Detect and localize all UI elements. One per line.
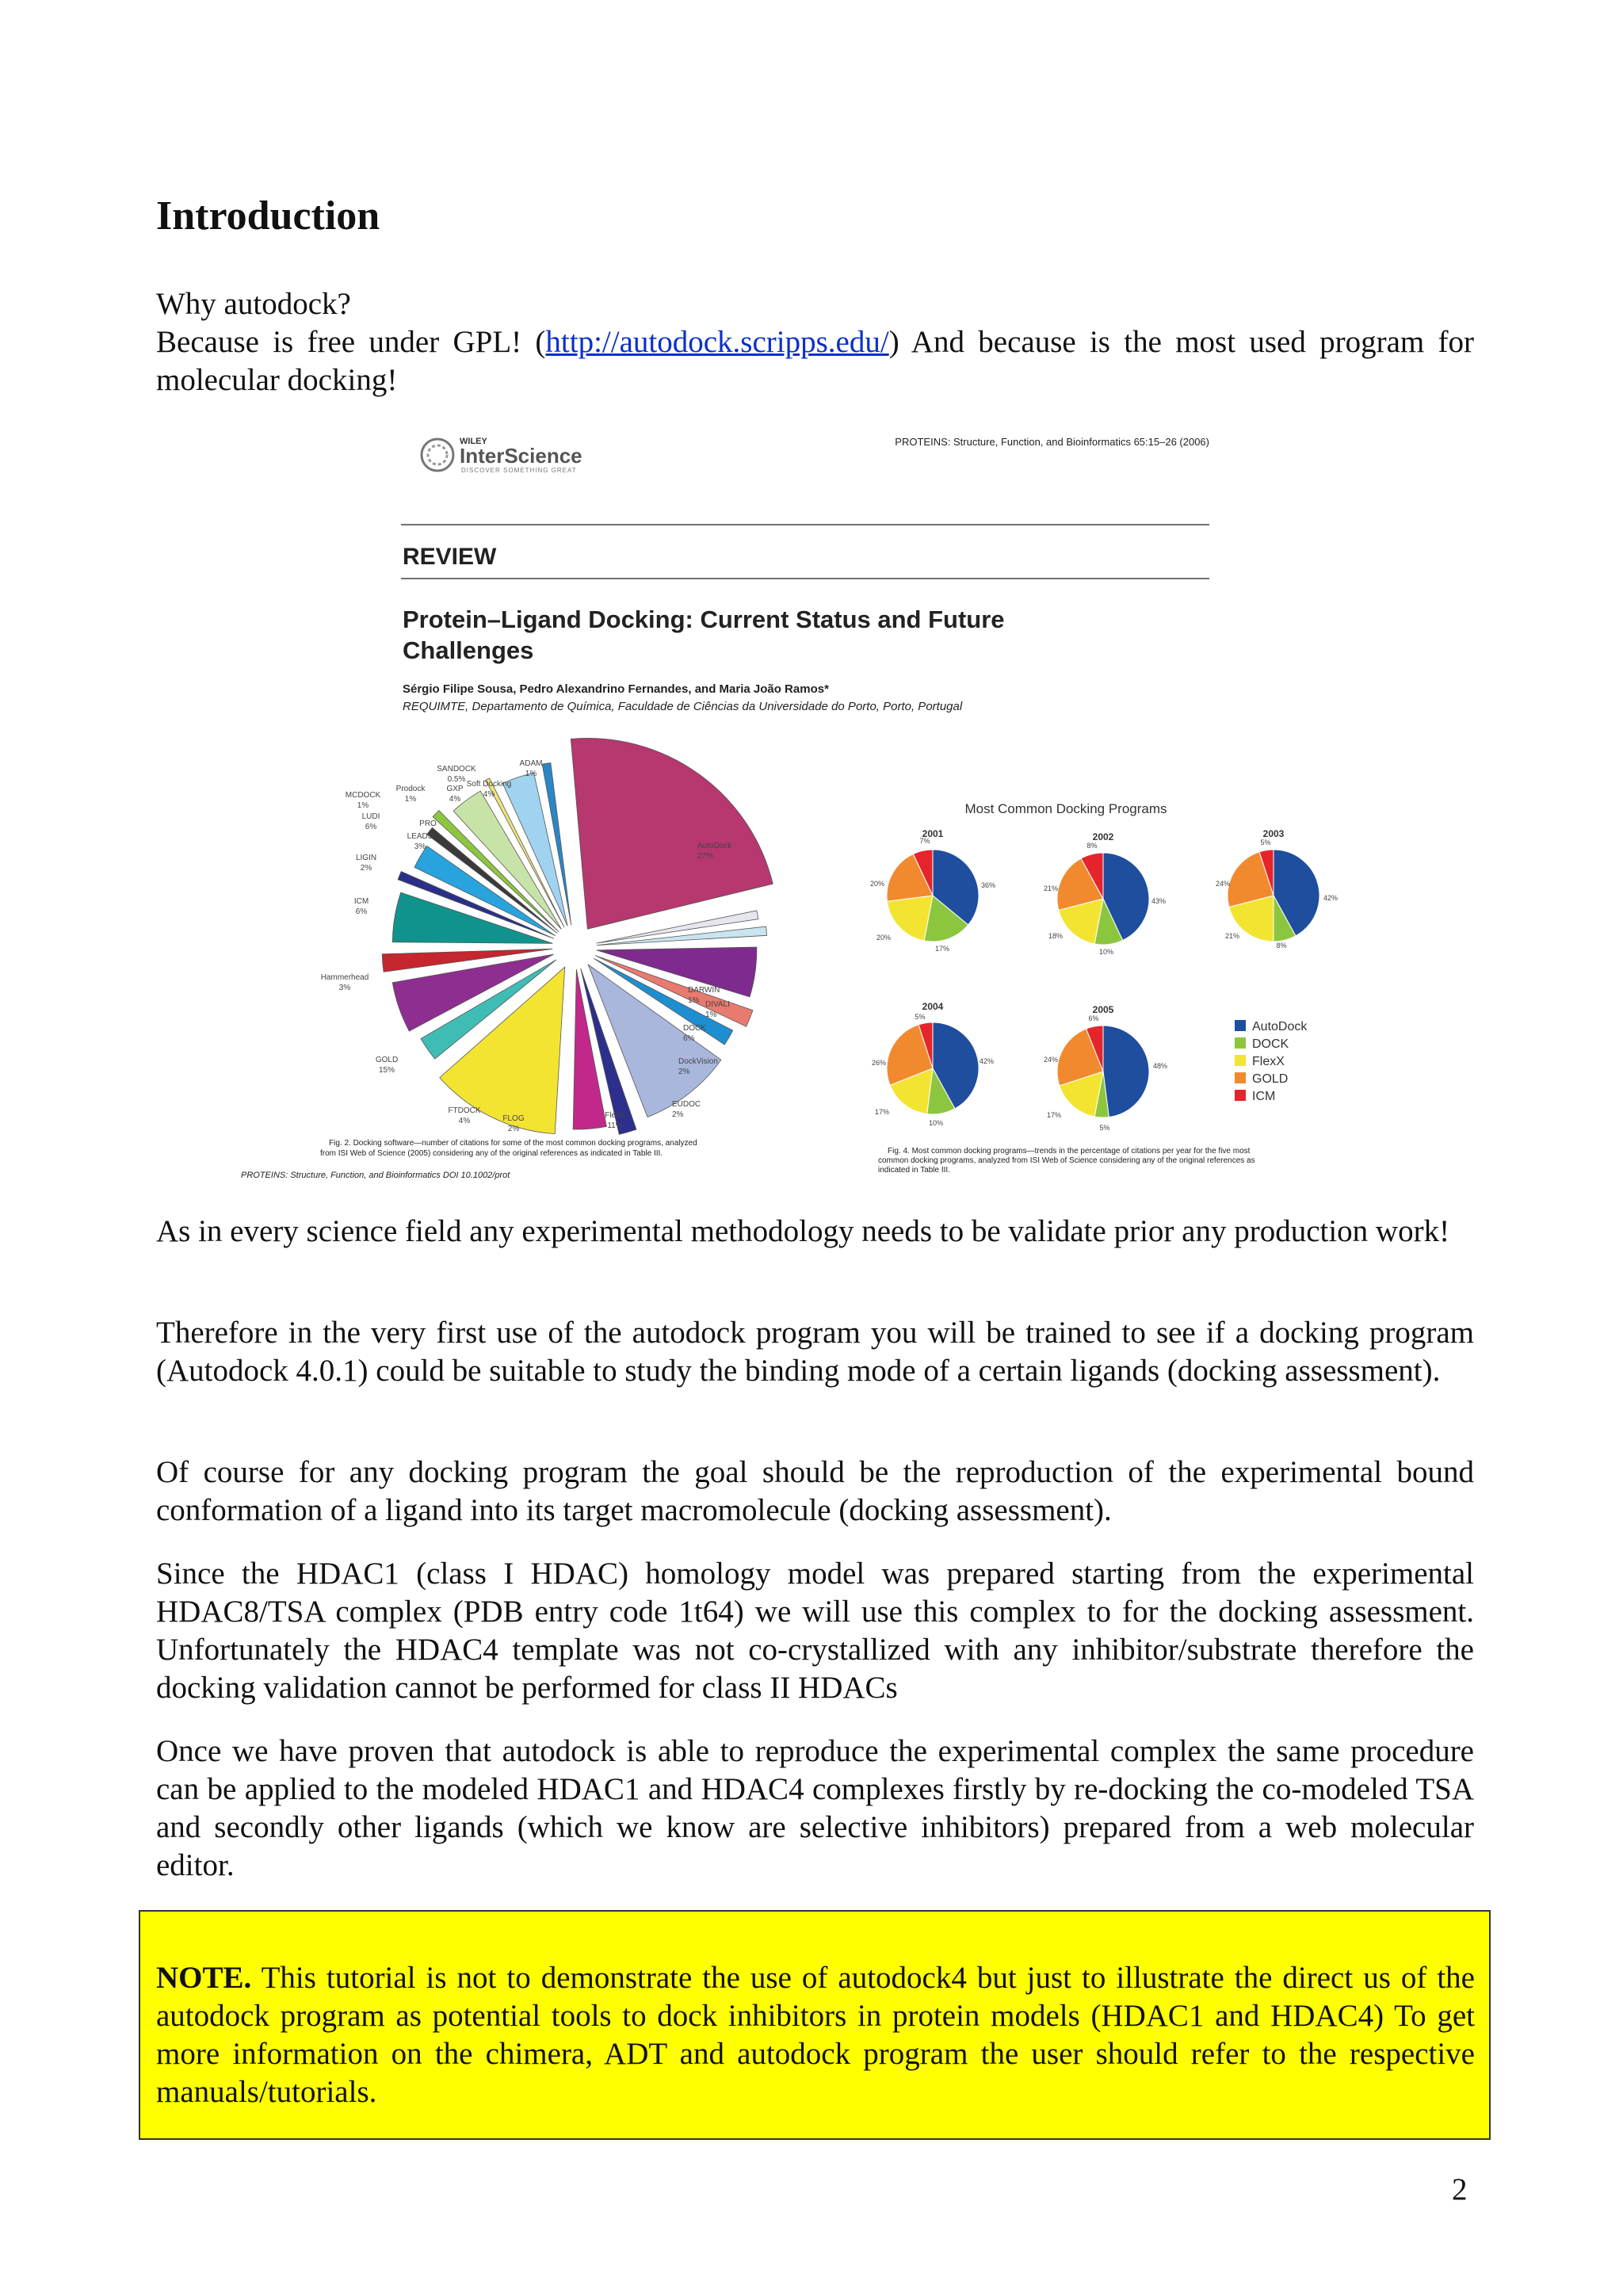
paragraph-4: Since the HDAC1 (class I HDAC) homology model was prepared starting from the experimental HDAC8/TSA complex (PDB entry code 1t64) we will use this complex to for the docking assessment. Unfortunately the HDAC4 template was not co-crystallized with any inhibitor/substrate therefore the docking validation cannot be performed for class II HDACs <box>156 1557 1474 1705</box>
legend-swatch-gold <box>1235 1072 1246 1083</box>
value-2001-autodock: 36% <box>980 881 996 889</box>
year-label-2004: 2004 <box>922 1001 944 1012</box>
note-text <box>156 1959 1475 2111</box>
fig4-pie-charts <box>870 828 1338 1132</box>
pie-value-flog: 2% <box>507 1125 520 1133</box>
value-2005-autodock: 48% <box>1152 1062 1168 1070</box>
pie-value-darwin: 1% <box>688 996 700 1005</box>
fig2-caption-2: from ISI Web of Science (2005) considering any of the original references as indicated in Table III. <box>320 1149 663 1158</box>
value-2002-flexx: 18% <box>1048 932 1064 940</box>
slice-2005-autodock <box>1103 1026 1149 1117</box>
pie-label-darwin: DARWIN <box>688 986 720 995</box>
pie-value-adam: 1% <box>525 770 537 778</box>
pie-label-ftdock: FTDOCK <box>448 1106 481 1115</box>
paragraph-3: Of course for any docking program the goal should be the reproduction of the experimental bound conformation of a ligand into its target macromolecule (docking assessment). <box>156 1455 1474 1527</box>
journal-reference: PROTEINS: Structure, Function, and Bioinformatics 65:15–26 (2006) <box>895 436 1209 448</box>
intro-question: Why autodock? <box>156 287 351 321</box>
fig2-pie-chart <box>382 738 773 1134</box>
pie-value-ftdock: 4% <box>458 1117 471 1125</box>
value-2004-flexx: 17% <box>874 1108 890 1116</box>
legend-label-icm: ICM <box>1252 1090 1276 1103</box>
pie-label-icm: ICM <box>353 897 369 906</box>
pie-label-pro: PRO <box>419 819 437 828</box>
value-2004-gold: 26% <box>871 1059 887 1067</box>
year-label-2003: 2003 <box>1262 828 1285 839</box>
paragraph-5: Once we have proven that autodock is able to reproduce the experimental complex the same procedure can be applied to the modeled HDAC1 and HDAC4 complexes firstly by re-docking the co-modeled TSA and secondly other ligands (which we know are selective inhibitors) prepared from a web molecular editor. <box>156 1734 1474 1882</box>
fig2-caption-1: Fig. 2. Docking software—number of citations for some of the most common docking programs, analyzed <box>329 1139 697 1148</box>
pie-label-hammerhead: Hammerhead <box>320 973 369 982</box>
value-2001-gold: 20% <box>869 880 885 888</box>
value-2004-dock: 10% <box>928 1119 944 1127</box>
fig4-caption-1: Fig. 4. Most common docking programs—trends in the percentage of citations per year for the five most <box>888 1147 1251 1156</box>
legend-label-autodock: AutoDock <box>1252 1020 1308 1033</box>
legend-swatch-icm <box>1235 1090 1246 1101</box>
wiley-logo <box>422 437 582 474</box>
value-2004-autodock: 42% <box>979 1057 995 1065</box>
pie-value-ludi: 6% <box>365 823 377 831</box>
value-2005-dock: 5% <box>1099 1124 1110 1132</box>
pie-label-eudoc: EUDOC <box>672 1100 701 1109</box>
pie-value-icm: 6% <box>355 907 368 916</box>
pie-label-mcdock: MCDOCK <box>345 791 381 800</box>
value-2003-gold: 24% <box>1215 880 1231 888</box>
value-2003-icm: 5% <box>1260 839 1271 846</box>
page-number: 2 <box>1452 2172 1468 2206</box>
value-2002-gold: 21% <box>1043 884 1059 892</box>
pie-value-gxp: 4% <box>449 795 461 804</box>
value-2002-autodock: 43% <box>1151 897 1167 905</box>
pie-value-flexx: 11% <box>607 1121 623 1130</box>
fig4-caption-2: common docking programs, analyzed from ISI Web of Science considering any of the original references as <box>878 1156 1255 1165</box>
value-2004-icm: 5% <box>915 1013 926 1021</box>
intro-text-after-link: ) And because is the most used program for molecular docking! <box>156 325 1474 397</box>
legend-label-flexx: FlexX <box>1252 1055 1285 1068</box>
year-label-2001: 2001 <box>922 828 944 839</box>
legend-swatch-flexx <box>1235 1055 1246 1066</box>
publisher-small: WILEY <box>460 437 487 446</box>
year-label-2002: 2002 <box>1092 831 1114 842</box>
pie-value-ligin: 2% <box>360 864 372 873</box>
legend-swatch-autodock <box>1235 1020 1246 1031</box>
pie-value-hammerhead: 3% <box>338 984 351 992</box>
figure-footer: PROTEINS: Structure, Function, and Bioinformatics DOI 10.1002/prot <box>241 1171 510 1180</box>
pie-value-sandock: 0.5% <box>447 775 466 784</box>
value-2003-flexx: 21% <box>1224 932 1240 940</box>
pie-label-adam: ADAM <box>519 759 543 768</box>
value-2003-dock: 8% <box>1276 942 1287 949</box>
pie-value-autodock: 27% <box>697 852 714 861</box>
autodock-link[interactable]: http://autodock.scripps.edu/ <box>545 325 889 359</box>
paragraph-1: As in every science field any experimental methodology needs to be validate prior any production work! <box>156 1214 1450 1248</box>
pie-label-dockvision: DockVision <box>678 1057 718 1066</box>
pie-label-autodock: AutoDock <box>697 842 732 850</box>
value-2005-flexx: 17% <box>1046 1111 1062 1119</box>
publisher-tagline: DISCOVER SOMETHING GREAT <box>461 467 577 474</box>
legend-label-dock: DOCK <box>1252 1037 1289 1051</box>
pie-label-ligin: LIGIN <box>355 854 377 862</box>
article-affiliation: REQUIMTE, Departamento de Química, Faculdade de Ciências da Universidade do Porto, Porto, Portugal <box>403 700 963 713</box>
article-figure <box>238 420 1387 1189</box>
pie-label-prodock: Prodock <box>395 785 426 793</box>
value-2003-autodock: 42% <box>1323 894 1338 902</box>
value-2005-icm: 6% <box>1088 1014 1099 1022</box>
note-box <box>139 1910 1491 2140</box>
pie-slice-autodock <box>571 738 773 929</box>
pie-label-soft-docking: Soft Docking <box>466 780 512 789</box>
publisher-name: InterScience <box>460 444 582 468</box>
pie-label-dock: DOCK <box>683 1024 706 1033</box>
value-2005-gold: 24% <box>1043 1056 1059 1064</box>
year-label-2005: 2005 <box>1092 1004 1114 1015</box>
review-label: REVIEW <box>403 544 497 570</box>
pie-label-leads: LEADS <box>407 832 433 841</box>
fig4-title: Most Common Docking Programs <box>964 801 1167 816</box>
article-title-2: Challenges <box>403 636 534 664</box>
pie-value-dockvision: 2% <box>678 1068 690 1076</box>
value-2002-icm: 8% <box>1086 842 1098 850</box>
pie-label-gold: GOLD <box>375 1056 399 1064</box>
intro-text-before-link: Because is free under GPL! ( <box>156 325 546 359</box>
pie-value-gold: 15% <box>378 1066 395 1075</box>
pie-label-flexx: FlexX <box>605 1111 625 1120</box>
note-label: NOTE. <box>156 1961 252 1995</box>
value-2001-flexx: 20% <box>876 934 892 942</box>
page-heading: Introduction <box>156 193 380 239</box>
fig4-caption-3: indicated in Table III. <box>878 1166 950 1175</box>
value-2001-icm: 7% <box>919 837 930 845</box>
pie-value-mcdock: 1% <box>357 801 369 810</box>
paragraph-2: Therefore in the very first use of the autodock program you will be trained to see if a docking program (Autodock 4.0.1) could be suitable to study the binding mode of a certain ligands (docking assessment). <box>156 1316 1474 1388</box>
pie-value-eudoc: 2% <box>672 1110 684 1119</box>
value-2001-dock: 17% <box>934 945 950 953</box>
article-authors: Sérgio Filipe Sousa, Pedro Alexandrino Fernandes, and Maria João Ramos* <box>403 682 829 696</box>
pie-value-prodock: 1% <box>404 795 417 804</box>
legend-swatch-dock <box>1235 1037 1246 1049</box>
figure-svg <box>238 420 1387 1189</box>
pie-label-sandock: SANDOCK <box>437 765 476 774</box>
pie-value-leads: 3% <box>414 842 426 851</box>
pie-value-divali: 1% <box>705 1010 717 1019</box>
pie-value-soft-docking: 4% <box>483 790 495 799</box>
intro-paragraph <box>156 285 1474 399</box>
pie-label-ludi: LUDI <box>361 812 380 821</box>
note-body: This tutorial is not to demonstrate the use of autodock4 but just to illustrate the direct us of the autodock program as potential tools to dock inhibitors in protein models (HDAC1 and HDAC4) To get more information on the chimera, ADT and autodock program the user should refer to the respective manuals/tutorials. <box>156 1961 1475 2109</box>
article-title-1: Protein–Ligand Docking: Current Status and Future <box>403 606 1005 633</box>
pie-label-divali: DIVALI <box>705 1000 730 1009</box>
pie-label-flog: FLOG <box>502 1114 525 1123</box>
legend-label-gold: GOLD <box>1252 1072 1289 1086</box>
value-2002-dock: 10% <box>1098 948 1114 956</box>
fig4-legend <box>1235 1020 1308 1103</box>
pie-value-dock: 6% <box>683 1034 695 1043</box>
pie-label-gxp: GXP <box>446 785 464 793</box>
